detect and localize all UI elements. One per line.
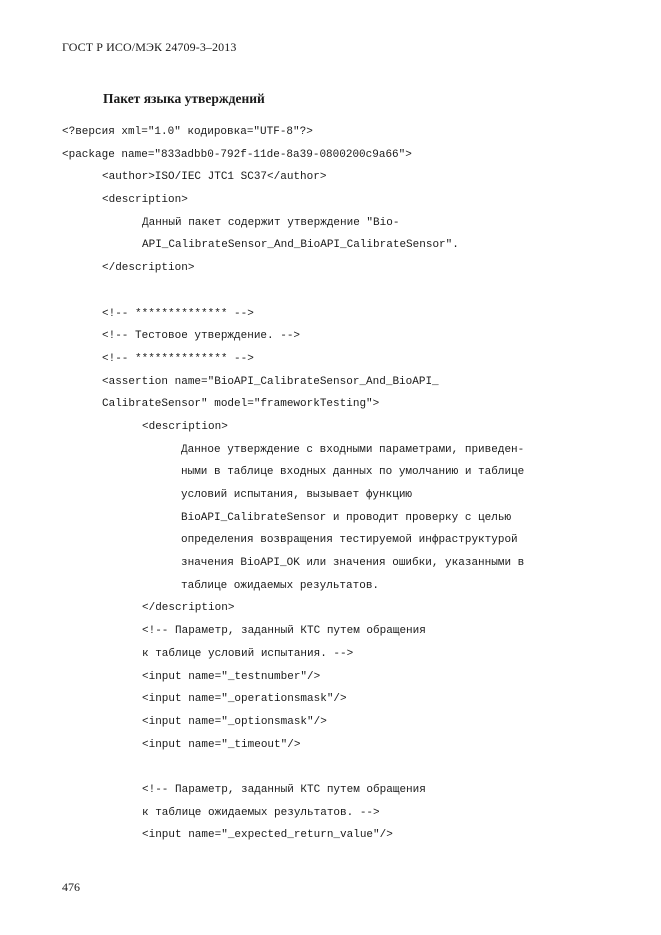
code-line: <input name="_expected_return_value"/> [142, 829, 393, 842]
code-blank-line [62, 756, 622, 779]
xml-code-listing [62, 121, 622, 847]
code-line: <!-- ************** --> [102, 352, 254, 365]
code-line: к таблице условий испытания. --> [142, 647, 354, 660]
code-line: значения BioAPI_OK или значения ошибки, указанными в [181, 557, 525, 570]
code-line: к таблице ожидаемых результатов. --> [142, 806, 380, 819]
code-line: CalibrateSensor" model="frameworkTesting"> [102, 398, 380, 411]
code-line: <description> [102, 194, 188, 207]
code-line: <!-- Тестовое утверждение. --> [102, 330, 301, 343]
code-line: <package name="833adbb0-792f-11de-8a39-0800200c9a66"> [62, 148, 412, 161]
code-line: <input name="_operationsmask"/> [142, 693, 347, 706]
code-line: <!-- ************** --> [102, 307, 254, 320]
code-line: <?версия xml="1.0" кодировка="UTF-8"?> [62, 126, 313, 138]
code-line: API_CalibrateSensor_And_BioAPI_CalibrateSensor". [142, 239, 459, 252]
code-line: <input name="_optionsmask"/> [142, 715, 327, 728]
code-line: Данный пакет содержит утверждение "Bio- [142, 216, 400, 229]
code-line: <!-- Параметр, заданный КТС путем обращения [142, 783, 426, 796]
code-line: таблице ожидаемых результатов. [181, 579, 380, 592]
code-line: <description> [142, 420, 228, 433]
code-line: определения возвращения тестируемой инфраструктурой [181, 534, 518, 547]
code-line: </description> [142, 602, 235, 615]
page-header-standard-id: ГОСТ Р ИСО/МЭК 24709-3–2013 [62, 40, 237, 54]
code-line: <assertion name="BioAPI_CalibrateSensor_And_BioAPI_ [102, 375, 439, 388]
code-line: ными в таблице входных данных по умолчанию и таблице [181, 466, 525, 479]
page-number: 476 [62, 880, 80, 894]
code-line: <input name="_testnumber"/> [142, 670, 321, 683]
code-line: <author>ISO/IEC JTC1 SC37</author> [102, 171, 327, 184]
code-blank-line [62, 280, 622, 303]
code-line: условий испытания, вызывает функцию [181, 489, 413, 501]
section-title: Пакет языка утверждений [103, 91, 265, 106]
code-line: BioAPI_CalibrateSensor и проводит проверку с целью [181, 511, 512, 524]
code-line: <input name="_timeout"/> [142, 738, 301, 751]
code-line: <!-- Параметр, заданный КТС путем обращения [142, 625, 426, 638]
code-line: </description> [102, 262, 195, 275]
code-line: Данное утверждение с входными параметрами, приведен- [181, 443, 525, 456]
